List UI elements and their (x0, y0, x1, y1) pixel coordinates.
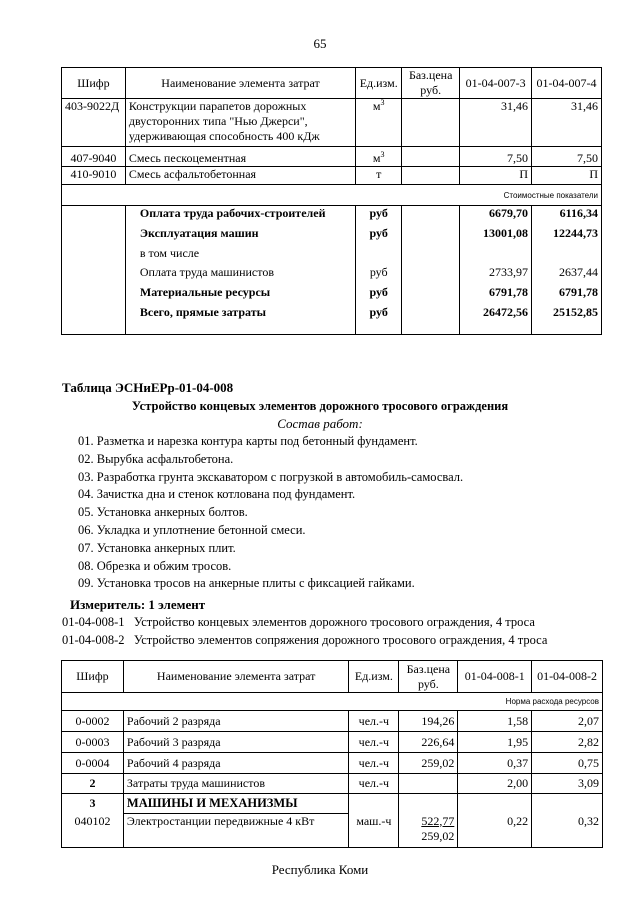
code-line: 01-04-008-1 Устройство концевых элементов дорожного тросового ограждения, 4 троса (62, 615, 535, 629)
cost-value-2: 12244,73 (532, 226, 602, 246)
row-name: Рабочий 2 разряда (123, 711, 348, 732)
cost-row (62, 265, 602, 285)
cost-unit: руб (356, 226, 402, 246)
header-price: Баз.цена руб. (402, 68, 460, 99)
list-item: 07. Установка анкерных плит. (78, 540, 236, 555)
cost-value-1: 13001,08 (460, 226, 532, 246)
works-list (78, 434, 463, 594)
page-number: 65 (313, 36, 327, 51)
cost-name: Всего, прямые затраты (125, 305, 355, 335)
header-name: Наименование элемента затрат (125, 68, 355, 99)
header-col1: 01-04-008-1 (458, 661, 532, 693)
list-item: 09. Установка тросов на анкерные плиты с фиксацией гайками. (78, 576, 415, 591)
row-price: 259,02 (399, 753, 458, 774)
row-unit: чел.-ч (349, 774, 399, 794)
table-row (62, 99, 602, 147)
row-value-1: 1,58 (458, 711, 532, 732)
cost-unit: руб (356, 285, 402, 305)
list-item: 01. Разметка и нарезка контура карты под бетонный фундамент. (78, 434, 418, 448)
row-code: 0-0003 (62, 732, 124, 753)
cost-value-1: 6679,70 (460, 206, 532, 226)
row-price: 226,64 (399, 732, 458, 753)
row-value-1: 31,46 (460, 99, 532, 147)
row-value-2: 31,46 (532, 99, 602, 147)
row-value-1: 7,50 (460, 147, 532, 167)
table-row (62, 147, 602, 167)
header-code: Шифр (62, 661, 124, 693)
norm-caption: Норма расхода ресурсов (62, 693, 603, 711)
row-unit: чел.-ч (349, 711, 399, 732)
row-value-1: 0,22 (458, 814, 532, 848)
row-unit: $м^3$ (356, 99, 402, 147)
row-value-2: 7,50 (532, 147, 602, 167)
list-item: 03. Разработка грунта экскаватором с погрузкой в автомобиль-самосвал. (78, 469, 464, 484)
header-col1: 01-04-007-3 (460, 68, 532, 99)
norm-table-008 (61, 660, 603, 848)
row-unit: $м^3$ (356, 147, 402, 167)
cost-value-2: 6791,78 (532, 285, 602, 305)
row-code: 0-0004 (62, 753, 124, 774)
section-subtitle: Устройство концевых элементов дорожного тросового ограждения (131, 399, 509, 413)
cost-row (62, 305, 602, 335)
row-value-1: 1,95 (458, 732, 532, 753)
row-name: Рабочий 4 разряда (123, 753, 348, 774)
list-item: 02. Вырубка асфальтобетона. (78, 451, 234, 466)
row-name: Затраты труда машинистов (123, 774, 348, 794)
cost-row (62, 226, 602, 246)
cost-unit: руб (356, 265, 402, 285)
row-unit: чел.-ч (349, 732, 399, 753)
cost-caption: Стоимостные показатели (62, 185, 602, 206)
row-price (402, 99, 460, 147)
row-code: 0-0002 (62, 711, 124, 732)
row-code: 2 (62, 774, 124, 794)
cost-name: Оплата труда машинистов (125, 265, 355, 285)
row-price: 522,77 259,02 (399, 814, 458, 848)
cost-unit: руб (356, 206, 402, 226)
cost-value-2: 2637,44 (532, 265, 602, 285)
row-code: 3 (62, 794, 124, 814)
code-line: 01-04-008-2 Устройство элементов сопряжения дорожного тросового ограждения, 4 троса (62, 633, 548, 647)
cost-row (62, 285, 602, 305)
row-value-2: 2,82 (532, 732, 603, 753)
header-code: Шифр (62, 68, 126, 99)
row-value-2: 2,07 (532, 711, 603, 732)
list-item: 04. Зачистка дна и стенок котлована под фундамент. (78, 487, 356, 502)
row-value-2: 0,75 (532, 753, 603, 774)
cost-name: Материальные ресурсы (125, 285, 355, 305)
row-unit: чел.-ч (349, 753, 399, 774)
header-col2: 01-04-008-2 (532, 661, 603, 693)
header-col2: 01-04-007-4 (532, 68, 602, 99)
row-price (399, 774, 458, 794)
list-item: 08. Обрезка и обжим тросов. (78, 558, 232, 573)
row-code: 410-9010 (62, 167, 126, 185)
row-name: Конструкции парапетов дорожных двусторонних типа "Нью Джерси", удерживающая способность 400 кДж (125, 99, 355, 147)
cost-unit: руб (356, 305, 402, 335)
row-price (402, 147, 460, 167)
cost-value-1: 2733,97 (460, 265, 532, 285)
row-value-2: 3,09 (532, 774, 603, 794)
cost-name: Оплата труда рабочих-строителей (125, 206, 355, 226)
header-unit: Ед.изм. (356, 68, 402, 99)
row-name: Смесь пескоцементная (125, 147, 355, 167)
row-value-2: 0,32 (532, 814, 603, 848)
table-row (62, 753, 603, 774)
table-row (62, 814, 603, 848)
table-title: Таблица ЭСНиЕРр-01-04-008 (62, 380, 234, 395)
works-heading: Состав работ: (277, 416, 363, 431)
cost-row (62, 246, 602, 265)
table-row (62, 711, 603, 732)
header-unit: Ед.изм. (349, 661, 399, 693)
table-row (62, 732, 603, 753)
cost-name: в том числе (125, 246, 355, 265)
cost-row (62, 206, 602, 226)
table-row (62, 794, 603, 814)
cost-value-2: 25152,85 (532, 305, 602, 335)
cost-value-1: 6791,78 (460, 285, 532, 305)
row-unit: маш.-ч (349, 814, 399, 848)
row-value-1: П (460, 167, 532, 185)
row-code: 403-9022Д (62, 99, 126, 147)
cost-value-2: 6116,34 (532, 206, 602, 226)
row-value-1: 2,00 (458, 774, 532, 794)
measure-unit: Измеритель: 1 элемент (70, 597, 206, 612)
list-item: 06. Укладка и уплотнение бетонной смеси. (78, 522, 306, 537)
row-code: 407-9040 (62, 147, 126, 167)
row-name: Электростанции передвижные 4 кВт (123, 814, 348, 848)
list-item: 05. Установка анкерных болтов. (78, 505, 248, 520)
table-row (62, 774, 603, 794)
row-name: Смесь асфальтобетонная (125, 167, 355, 185)
row-name: Рабочий 3 разряда (123, 732, 348, 753)
cost-table-007 (61, 67, 602, 335)
row-code: 040102 (62, 814, 124, 848)
row-value-1: 0,37 (458, 753, 532, 774)
row-unit: т (356, 167, 402, 185)
row-value-2: П (532, 167, 602, 185)
header-name: Наименование элемента затрат (123, 661, 348, 693)
row-price (402, 167, 460, 185)
row-name: МАШИНЫ И МЕХАНИЗМЫ (123, 794, 348, 814)
row-price: 194,26 (399, 711, 458, 732)
table-row (62, 167, 602, 185)
footer-region: Республика Коми (271, 862, 369, 877)
header-price: Баз.цена руб. (399, 661, 458, 693)
cost-value-1: 26472,56 (460, 305, 532, 335)
cost-name: Эксплуатация машин (125, 226, 355, 246)
